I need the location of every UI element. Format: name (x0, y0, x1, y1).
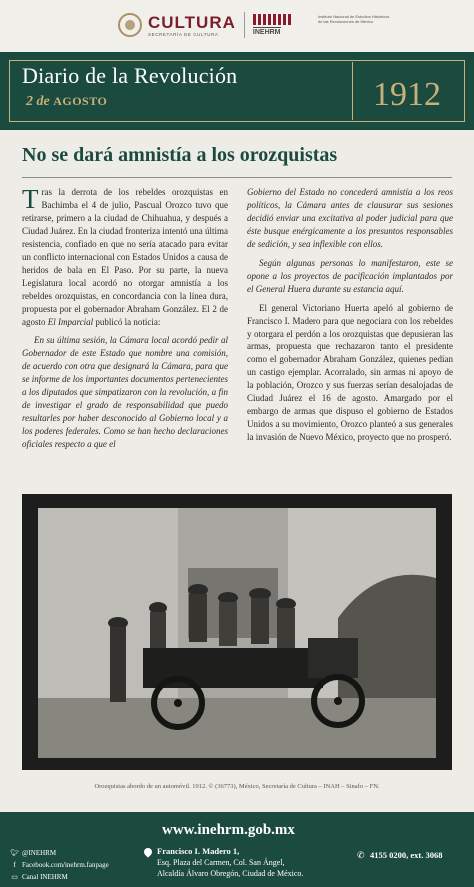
logo-divider (244, 12, 245, 38)
social-links (10, 847, 109, 883)
twitter-handle: @INEHRM (22, 849, 57, 857)
address-line: Esq. Plaza del Carmen, Col. San Ángel, (157, 858, 285, 867)
article-column-left (22, 186, 228, 457)
quote-paragraph: En su última sesión, la Cámara local acordó pedir al Gobernador de este Estado que nombre una comisión, de acuerdo con otra que designará la Cámara, para que se informe de los importantes documentos pertenecientes a los diputados que simpatizaron con la revolución, a fin de investigar el grado de responsabilidad que puedo resultarles por haber desconocido al Gobierno local y a los poderes federales. Como se han hecho declaraciones oficiales respecto a que el (22, 335, 228, 450)
cultura-name: CULTURA (148, 12, 236, 32)
diary-date (26, 94, 107, 110)
tv-icon: ▭ (11, 873, 18, 881)
paragraph-text-end: publicó la noticia: (95, 316, 161, 327)
address-street: Francisco I. Madero 1, (157, 846, 240, 856)
diary-year: 1912 (373, 76, 441, 113)
branding-bar (0, 0, 474, 52)
social-twitter[interactable] (10, 847, 109, 859)
social-canal[interactable] (10, 871, 109, 883)
header-divider (352, 62, 353, 120)
wheel-hub (174, 699, 182, 707)
quote-paragraph: Según algunas personas lo manifestaron, este se opone a los proyectos de pacificación implantados por el General Huera durante su estancia aquí. (247, 257, 453, 294)
headline-rule (22, 177, 452, 178)
facebook-handle: Facebook.com/inehrm.fanpage (22, 861, 109, 869)
twitter-icon: 🐦︎ (10, 849, 19, 857)
facebook-icon: f (13, 861, 16, 869)
article-column-right (247, 186, 453, 450)
newspaper-name: El Imparcial (47, 316, 94, 327)
person (219, 602, 237, 646)
cultura-logo[interactable] (118, 12, 293, 38)
article-headline: No se dará amnistía a los orozquistas (22, 144, 338, 166)
address-line: Alcaldía Álvaro Obregón, Ciudad de México. (157, 869, 304, 878)
quote-continuation: Gobierno del Estado no concederá amnistía a los reos políticos, la Cámara antes de clausurar sus sesiones decidió enviar una excitativa al poder judicial para que éste busque enérgicamente a los presuntos responsables de sedición, y sea inflexible con ellos. (247, 187, 453, 249)
cultura-seal-icon (118, 13, 142, 37)
person (277, 608, 295, 648)
cultura-subtitle: SECRETARÍA DE CULTURA (148, 31, 219, 37)
address-block (157, 846, 303, 879)
photo-illustration (38, 508, 436, 758)
paragraph-text: ras la derrota de los rebeldes orozquistas en Bachimba el 4 de julio, Pascual Orozco tuvo que retirarse, primero a la ciudad de Chihuahua, y después a Ciudad Juárez. En la ciudad fronteriza intentó una última resistencia, confiado en que no sería atacado para evitar un conflicto internacional con Estados Unidos a causa de heridos de bala en El Paso. Por su parte, la nueva Legislatura local acordó no otorgar amnistía a los rebeldes orozquistas, en concordancia con la línea dura, propuesta por el gobernador Abraham González. El 2 de agosto (22, 187, 228, 327)
inehrm-logo[interactable] (253, 14, 293, 36)
website-link[interactable]: www.inehrm.gob.mx (162, 822, 295, 838)
article-paragraph (22, 186, 228, 328)
wheel-hub (334, 697, 342, 705)
drop-cap: T (22, 184, 39, 214)
social-facebook[interactable] (10, 859, 109, 871)
person (189, 594, 207, 642)
canal-handle: Canal INEHRM (22, 873, 68, 881)
photo-caption: Orozquistas abordo de un automóvil. 1912. © (36773), México, Secretaría de Cultura – INAH – Sinafo – FN. (94, 783, 380, 790)
person (251, 598, 269, 644)
diary-title: Diario de la Revolución (22, 63, 238, 88)
phone-icon: ✆ (357, 850, 365, 860)
inehrm-building-icon (253, 14, 293, 25)
person (110, 627, 126, 702)
inehrm-label: INEHRM (252, 29, 281, 36)
standing-figure (108, 617, 128, 702)
car-hood (308, 638, 358, 678)
phone-number[interactable]: 4155 0200, ext. 3068 (370, 850, 443, 860)
article-paragraph: El general Victoriano Huerta apeló al gobierno de Francisco I. Madero para que negociara con los rebeldes y otorgara el perdón a los orozquistas que depusieran las armas, propuesta que rechazaron tanto el presidente como el gobernador Abraham González, quienes pedían un castigo ejemplar. Acorralado, sin armas ni apoyo de la población, Orozco y sus fuerzas serían desalojadas de Ciudad Juárez el 16 de agosto. Amargado por el embargo de armas que dispuso el gobierno de Estados Unidos a su movimiento, Orozco planteó a sus generales la invasión de Nuevo México, proyecto que no prosperó. (247, 302, 453, 443)
diary-day: 2 de (26, 94, 50, 109)
ground (38, 698, 436, 758)
historic-photo (38, 508, 436, 758)
inehrm-full-name: Instituto Nacional de Estudios Históricos de las Revoluciones de México (318, 14, 390, 24)
diary-month: AGOSTO (53, 94, 108, 108)
